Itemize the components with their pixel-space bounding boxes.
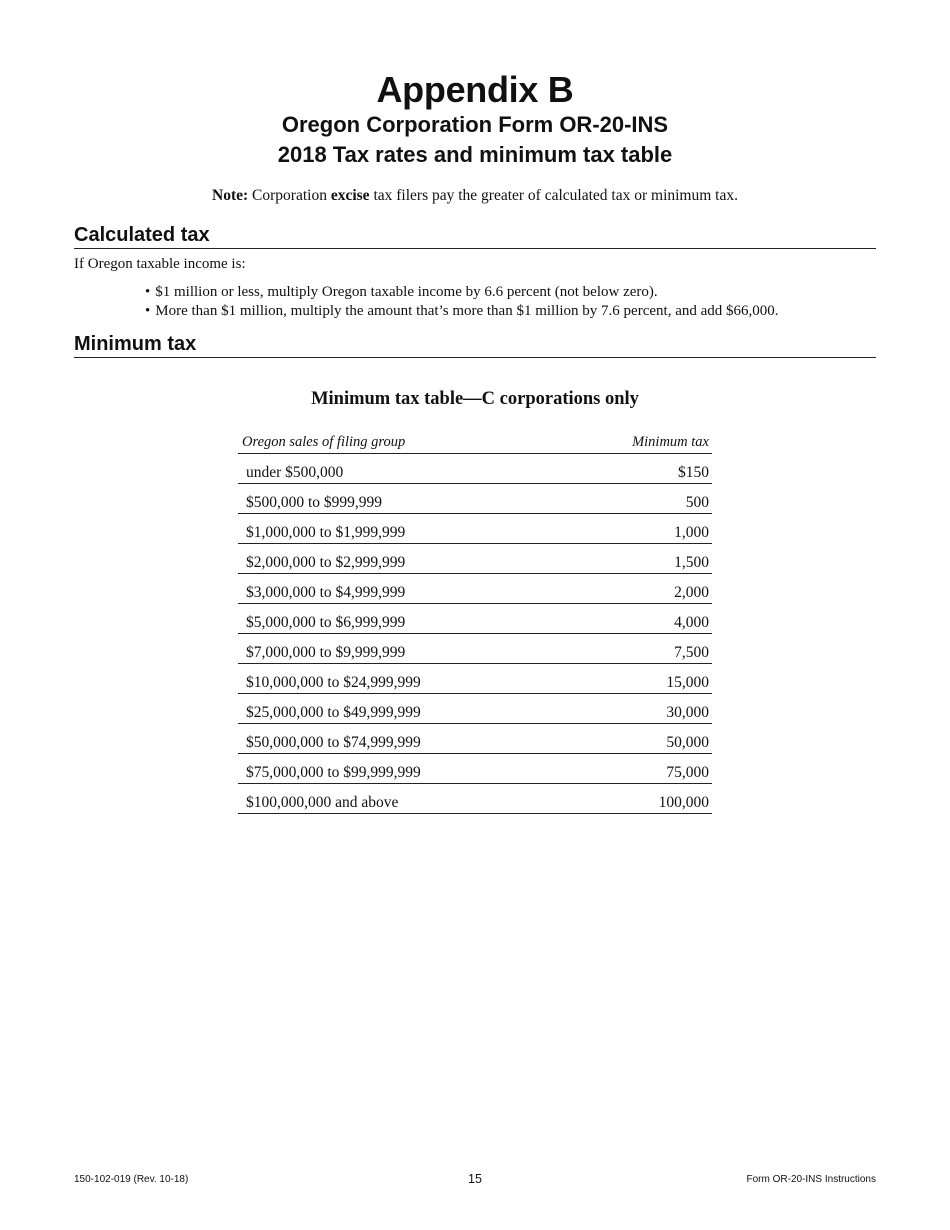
footer-form-name: Form OR-20-INS Instructions — [746, 1174, 876, 1185]
bullet-item: • $1 million or less, multiply Oregon taxable income by 6.6 percent (not below zero). — [145, 283, 779, 302]
sales-cell: $1,000,000 to $1,999,999 — [246, 524, 406, 541]
table-row — [238, 484, 712, 514]
note-post: tax filers pay the greater of calculated tax or minimum tax. — [373, 187, 738, 204]
tax-cell: 75,000 — [666, 764, 709, 781]
table-row — [238, 664, 712, 694]
table-row — [238, 604, 712, 634]
sales-cell: $500,000 to $999,999 — [246, 494, 383, 511]
minimum-tax-table-title: Minimum tax table—C corporations only — [311, 389, 639, 409]
tax-cell: 4,000 — [674, 614, 709, 631]
note — [0, 187, 950, 205]
tax-cell: 50,000 — [666, 734, 709, 751]
table-subtitle: 2018 Tax rates and minimum tax table — [277, 142, 673, 167]
tax-cell: $150 — [678, 464, 709, 481]
table-row — [238, 634, 712, 664]
tax-cell: 100,000 — [658, 794, 709, 811]
sales-cell: $3,000,000 to $4,999,999 — [246, 584, 406, 601]
calculated-tax-heading: Calculated tax — [74, 222, 876, 249]
tax-cell: 15,000 — [666, 674, 709, 691]
table-row — [238, 454, 712, 484]
table-row — [238, 784, 712, 814]
page-footer — [74, 1172, 876, 1190]
table-row — [238, 514, 712, 544]
calculated-tax-intro: If Oregon taxable income is: — [74, 256, 246, 272]
sales-cell: $100,000,000 and above — [246, 794, 399, 811]
footer-page-number: 15 — [468, 1172, 482, 1186]
tax-cell: 7,500 — [674, 644, 709, 661]
form-subtitle: Oregon Corporation Form OR-20-INS — [281, 112, 669, 137]
sales-cell: under $500,000 — [246, 464, 344, 481]
appendix-title: Appendix B — [376, 69, 574, 110]
note-label: Note: — [212, 187, 249, 204]
sales-cell: $10,000,000 to $24,999,999 — [246, 674, 421, 691]
sales-cell: $2,000,000 to $2,999,999 — [246, 554, 406, 571]
title-block — [0, 70, 950, 170]
tax-cell: 1,500 — [674, 554, 709, 571]
table-row — [238, 724, 712, 754]
table-row — [238, 544, 712, 574]
sales-cell: $75,000,000 to $99,999,999 — [246, 764, 421, 781]
column-header-tax: Minimum tax — [632, 434, 709, 450]
tax-cell: 1,000 — [674, 524, 709, 541]
tax-cell: 2,000 — [674, 584, 709, 601]
table-row — [238, 694, 712, 724]
column-header-sales: Oregon sales of filing group — [242, 434, 406, 450]
table-row — [238, 754, 712, 784]
sales-cell: $50,000,000 to $74,999,999 — [246, 734, 421, 751]
minimum-tax-table — [238, 432, 712, 814]
sales-cell: $25,000,000 to $49,999,999 — [246, 704, 421, 721]
sales-cell: $7,000,000 to $9,999,999 — [246, 644, 406, 661]
calculated-tax-bullets — [145, 283, 779, 321]
note-bold-word: excise — [330, 187, 370, 204]
tax-cell: 500 — [685, 494, 709, 511]
table-row — [238, 574, 712, 604]
footer-form-number: 150-102-019 (Rev. 10-18) — [74, 1174, 189, 1185]
note-pre: Corporation — [252, 187, 327, 204]
bullet-item: • More than $1 million, multiply the amount that’s more than $1 million by 7.6 percent, and add $66,000. — [145, 302, 779, 321]
table-header-row — [238, 432, 712, 454]
tax-cell: 30,000 — [666, 704, 709, 721]
minimum-tax-heading: Minimum tax — [74, 331, 876, 358]
sales-cell: $5,000,000 to $6,999,999 — [246, 614, 406, 631]
